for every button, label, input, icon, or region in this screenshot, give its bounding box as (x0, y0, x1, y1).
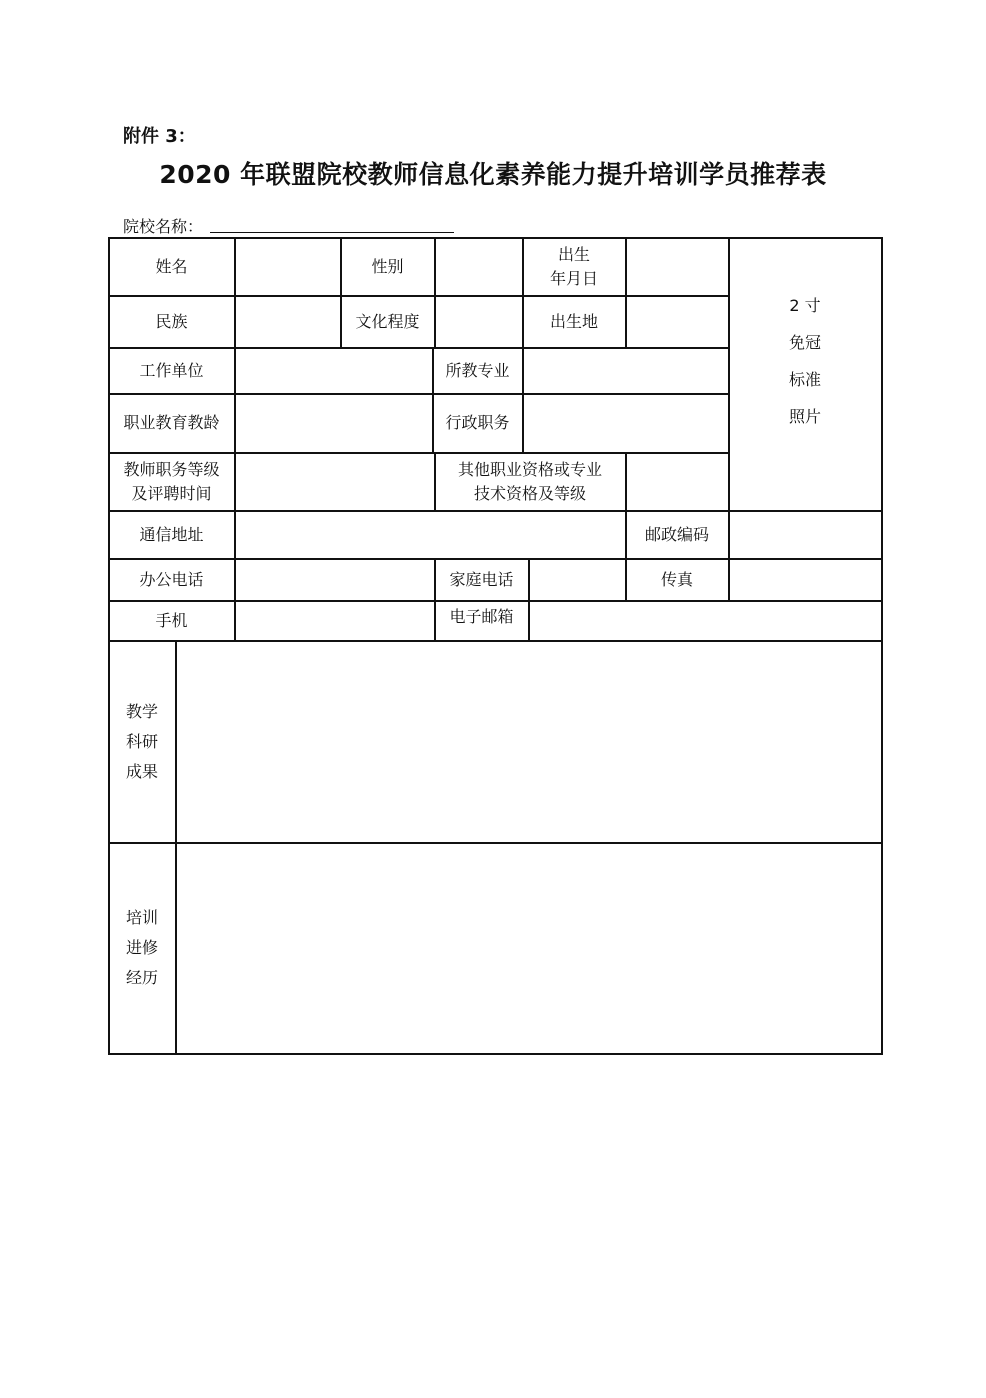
teaching-years-label: 职业教育教龄 (123, 413, 220, 433)
postcode-label: 邮政编码 (644, 524, 709, 544)
gender-field[interactable] (436, 239, 521, 294)
other-qualification-field[interactable] (627, 454, 727, 509)
gender-label: 性别 (371, 256, 404, 276)
home-phone-field[interactable] (530, 560, 624, 599)
other-qualification-label: 其他职业资格或专业 技术资格及等级 (457, 460, 602, 503)
work-unit-field[interactable] (236, 349, 431, 392)
fax-label: 传真 (660, 569, 693, 589)
office-phone-label: 办公电话 (139, 569, 204, 589)
birthplace-field[interactable] (627, 297, 727, 346)
education-field[interactable] (436, 297, 521, 346)
research-label: 教学 科研 成果 (125, 701, 158, 781)
major-taught-field[interactable] (524, 349, 727, 392)
postcode-field[interactable] (730, 512, 880, 557)
major-taught-label: 所教专业 (445, 360, 510, 380)
birthplace-label: 出生地 (549, 311, 598, 331)
title-grade-label: 教师职务等级 及评聘时间 (123, 460, 220, 503)
photo-placeholder[interactable]: 2 寸 免冠 标准 照片 (788, 296, 821, 426)
ethnicity-field[interactable] (236, 297, 339, 346)
email-label: 电子邮箱 (449, 607, 514, 627)
birth-date-label: 出生 年月日 (549, 245, 598, 288)
research-field[interactable] (177, 642, 880, 841)
ethnicity-label: 民族 (155, 311, 188, 331)
teaching-years-field[interactable] (236, 395, 431, 451)
email-field[interactable] (530, 602, 880, 639)
page-title: 2020 年联盟院校教师信息化素养能力提升培训学员推荐表 (159, 160, 827, 189)
office-phone-field[interactable] (236, 560, 433, 599)
home-phone-label: 家庭电话 (449, 569, 514, 589)
attachment-label: 附件 3： (123, 126, 196, 147)
address-field[interactable] (236, 512, 624, 557)
title-grade-field[interactable] (236, 454, 433, 509)
mobile-field[interactable] (236, 602, 433, 639)
birth-date-field[interactable] (627, 239, 727, 294)
name-label: 姓名 (155, 256, 188, 276)
fax-field[interactable] (730, 560, 880, 599)
training-label: 培训 进修 经历 (125, 908, 158, 987)
school-name-field[interactable] (210, 232, 454, 233)
name-field[interactable] (236, 239, 339, 294)
mobile-label: 手机 (155, 610, 188, 630)
admin-position-field[interactable] (524, 395, 727, 451)
admin-position-label: 行政职务 (445, 413, 510, 433)
address-label: 通信地址 (139, 524, 204, 544)
work-unit-label: 工作单位 (139, 360, 204, 380)
school-name-label: 院校名称： (123, 217, 204, 236)
table-border-right (881, 237, 883, 1054)
training-field[interactable] (177, 844, 880, 1052)
table-border-bottom (108, 1053, 883, 1055)
education-label: 文化程度 (355, 311, 420, 331)
